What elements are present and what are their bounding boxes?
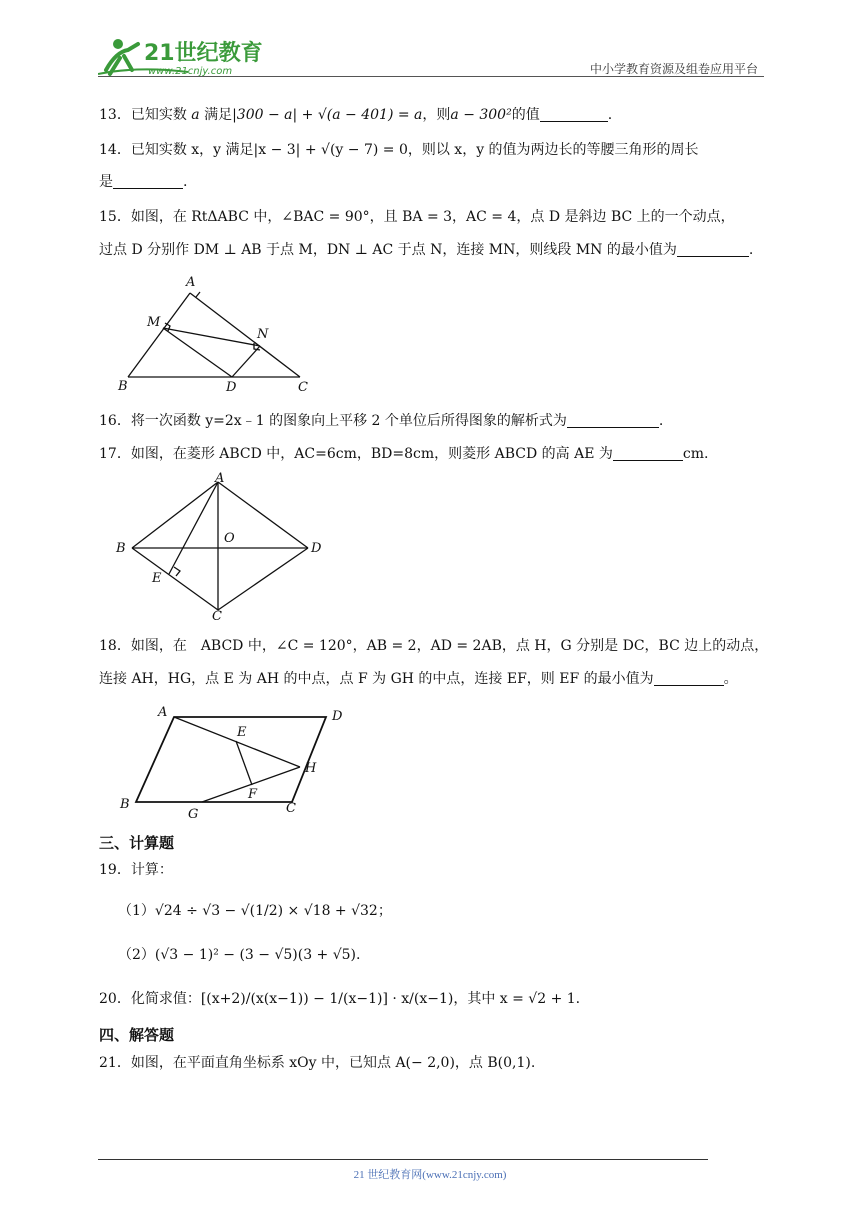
- page-header: [98, 30, 764, 78]
- logo-url: www.21cnjy.com: [148, 66, 233, 77]
- label-D: D: [226, 380, 237, 395]
- footer-text: 21 世纪教育网(www.21cnjy.com): [353, 1169, 507, 1181]
- platform-name: 中小学教育资源及组卷应用平台: [589, 62, 758, 76]
- answer-blank[interactable]: [613, 446, 683, 461]
- question-15-line1: 15．如图，在 RtΔABC 中，∠BAC = 90°，且 BA = 3，AC = 4，点 D 是斜边 BC 上的一个动点，: [99, 209, 735, 225]
- question-20: 20．化简求值：[(x+2)/(x(x−1)) − 1/(x−1)] · x/(x−1)，其中 x = √2 + 1.: [99, 991, 581, 1007]
- q13-var: a: [191, 107, 200, 123]
- q14-line2b: .: [183, 174, 188, 190]
- label-A: A: [186, 275, 196, 290]
- label-D: D: [332, 709, 343, 724]
- question-15-line2: [99, 240, 753, 260]
- q13-end: .: [607, 107, 613, 123]
- q16-end: .: [658, 413, 664, 429]
- q13-t3: 的值: [511, 107, 540, 123]
- label-A: A: [158, 705, 168, 720]
- answer-blank[interactable]: [654, 671, 724, 686]
- section-solution: 四、解答题: [99, 1026, 175, 1044]
- label-C: C: [212, 609, 222, 620]
- answer-blank[interactable]: [677, 242, 749, 257]
- label-B: B: [118, 379, 128, 394]
- label-C: C: [286, 801, 296, 816]
- q15-line2: 过点 D 分别作 DM ⊥ AB 于点 M，DN ⊥ AC 于点 N，连接 MN，则线段 MN 的最小值为: [99, 242, 677, 258]
- answer-blank[interactable]: [567, 413, 659, 428]
- q13-label: 13．已知实数: [99, 107, 187, 123]
- q18-end: 。: [723, 671, 738, 687]
- label-E: E: [152, 571, 162, 586]
- question-18-line1: 18．如图，在 ABCD 中，∠C = 120°，AB = 2，AD = 2AB，点 H，G 分别是 DC，BC 边上的动点，: [99, 638, 769, 654]
- q17-text: 17．如图，在菱形 ABCD 中，AC=6cm，BD=8cm，则菱形 ABCD 的高 AE 为: [99, 446, 613, 462]
- q13-t2: ，则: [422, 107, 451, 123]
- logo: [98, 30, 298, 78]
- q13-t1: 满足: [204, 107, 233, 123]
- figure-17: [112, 470, 332, 620]
- footer-rule: [98, 1159, 708, 1160]
- question-16: [99, 411, 663, 431]
- figure-18: [112, 700, 362, 822]
- q15-end: .: [748, 242, 754, 258]
- label-M: M: [147, 315, 161, 330]
- question-19-part1: （1）√24 ÷ √3 − √(1/2) × √18 + √32；: [118, 903, 392, 919]
- label-H: H: [305, 761, 317, 776]
- label-G: G: [188, 807, 199, 822]
- figure-15: [110, 270, 320, 395]
- q13-expr2: a − 300²: [450, 107, 512, 123]
- header-rule: [98, 76, 764, 77]
- q16-text: 16．将一次函数 y=2x﹣1 的图象向上平移 2 个单位后所得图象的解析式为: [99, 413, 567, 429]
- label-C: C: [298, 380, 308, 395]
- label-E: E: [237, 725, 247, 740]
- label-B: B: [116, 541, 126, 556]
- q13-expr: |300 − a| + √(a − 401) = a: [232, 107, 423, 123]
- section-calculation: 三、计算题: [99, 834, 175, 852]
- label-B: B: [120, 797, 130, 812]
- question-14-line2: [99, 172, 187, 192]
- logo-text: 21世纪教育: [144, 41, 263, 66]
- label-D: D: [311, 541, 322, 556]
- question-18-line2: [99, 669, 738, 689]
- question-19: 19．计算：: [99, 862, 173, 878]
- label-N: N: [257, 327, 269, 342]
- q14-line2a: 是: [99, 174, 113, 190]
- label-A: A: [215, 471, 225, 486]
- question-13: [99, 105, 612, 125]
- label-O: O: [224, 531, 235, 546]
- question-19-part2: （2）(√3 − 1)² − (3 − √5)(3 + √5).: [118, 947, 361, 963]
- answer-blank[interactable]: [113, 174, 183, 189]
- question-17: [99, 444, 708, 464]
- question-21: 21．如图，在平面直角坐标系 xOy 中，已知点 A(− 2,0)，点 B(0,1).: [99, 1055, 536, 1071]
- question-14-line1: 14．已知实数 x，y 满足|x − 3| + √(y − 7) = 0，则以 x，y 的值为两边长的等腰三角形的周长: [99, 142, 699, 158]
- q18-line2: 连接 AH，HG，点 E 为 AH 的中点，点 F 为 GH 的中点，连接 EF，则 EF 的最小值为: [99, 671, 654, 687]
- label-F: F: [248, 787, 258, 802]
- q17-end: cm.: [682, 446, 709, 462]
- answer-blank[interactable]: [540, 107, 608, 122]
